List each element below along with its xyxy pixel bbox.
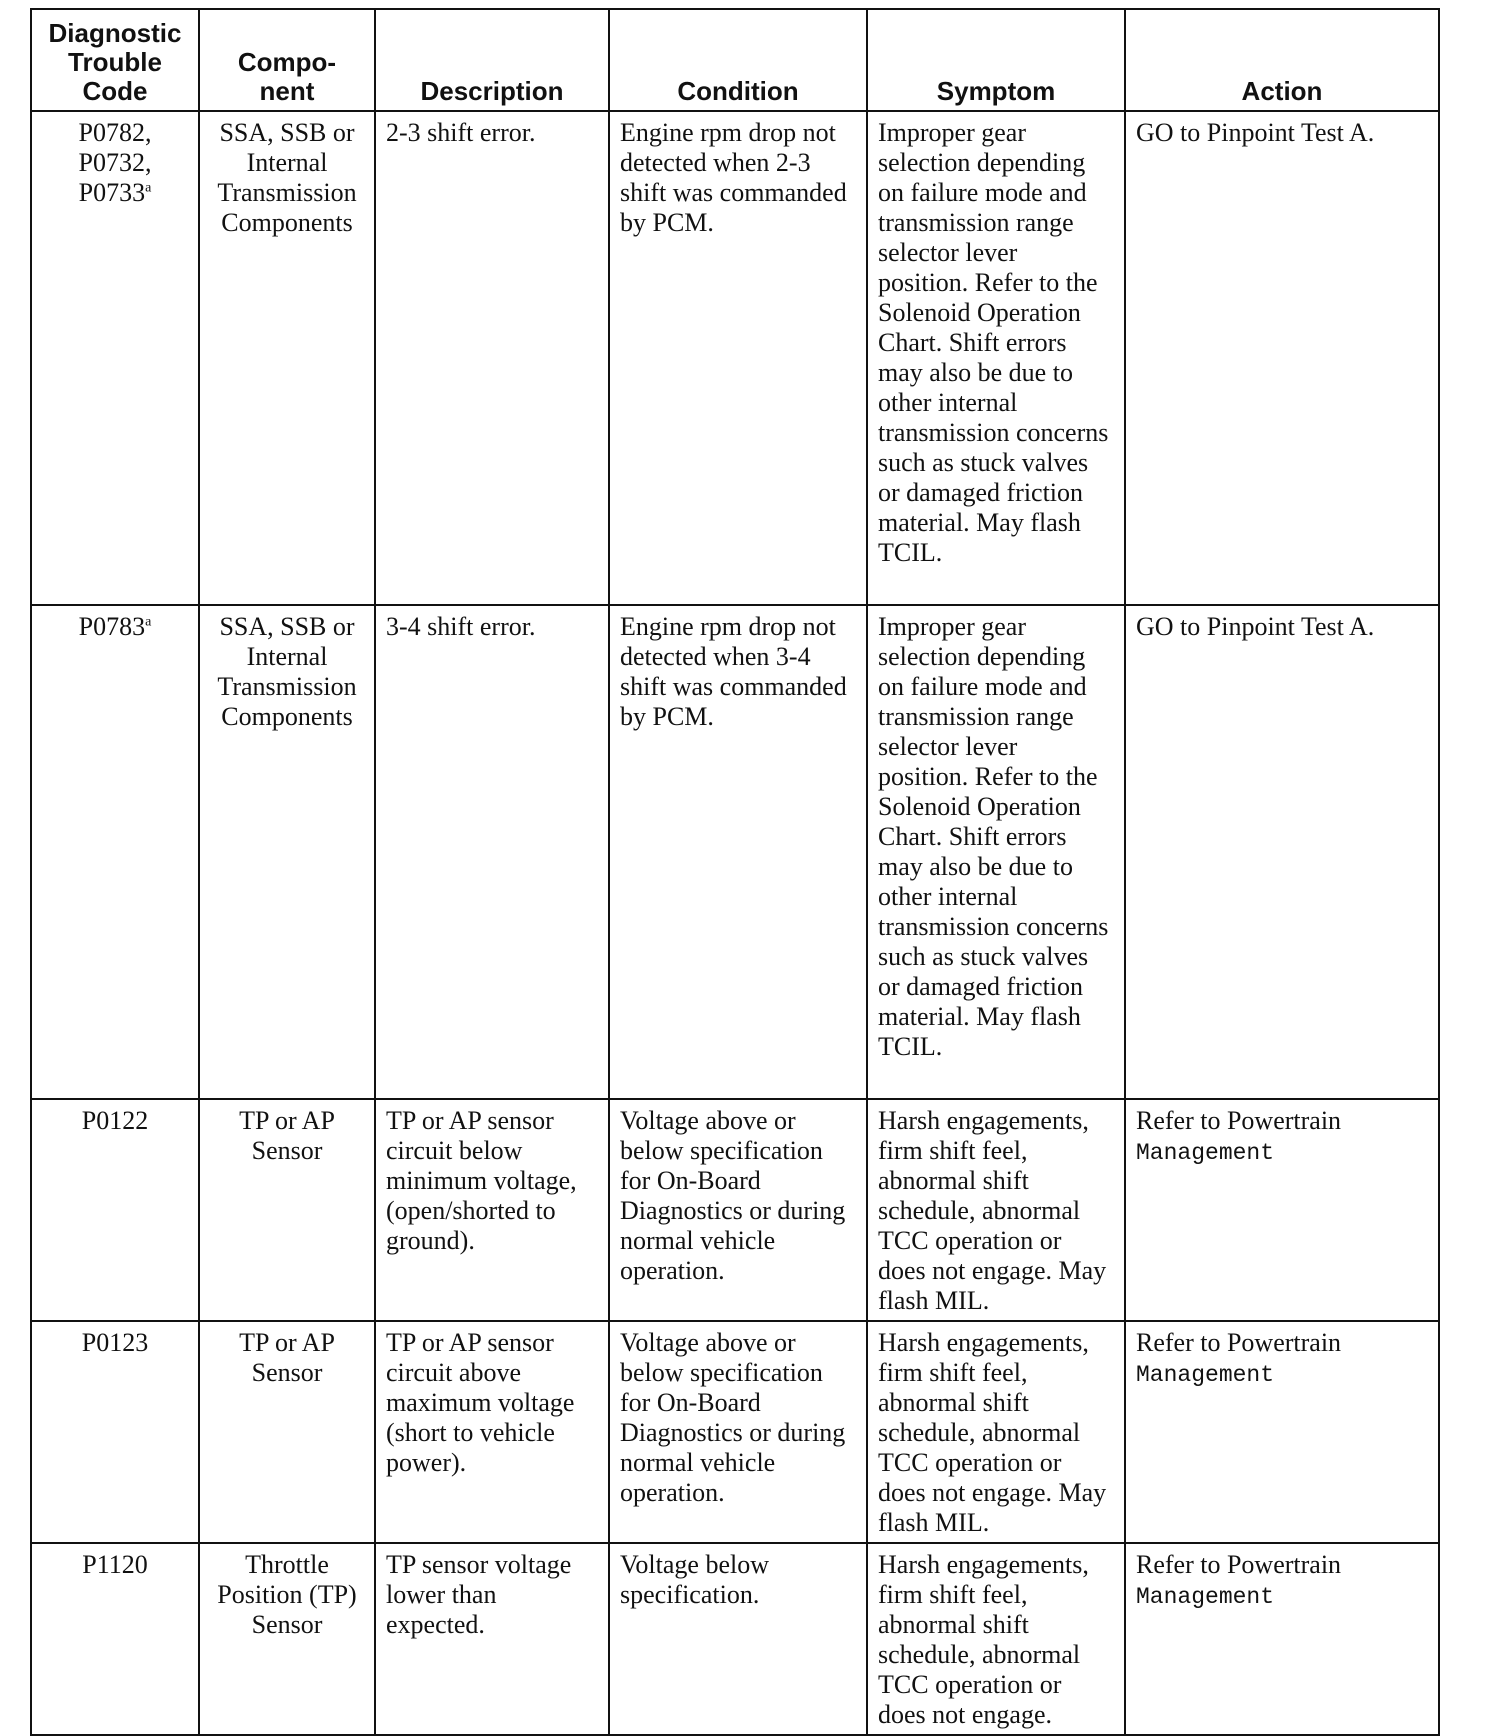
header-action: Action — [1125, 9, 1439, 111]
cell-code: P0782, P0732, P0733$^a$ — [31, 111, 199, 605]
table-row — [31, 1543, 1439, 1735]
cell-code: P0123 — [31, 1321, 199, 1543]
cell-condition: Engine rpm drop not detected when 3-4 shift was commanded by PCM. — [609, 605, 867, 1099]
header-code: Diagnostic Trouble Code — [31, 9, 199, 111]
cell-component: SSA, SSB or Internal Transmission Components — [199, 111, 375, 605]
table-row — [31, 1321, 1439, 1543]
table-row — [31, 605, 1439, 1099]
cell-symptom: Improper gear selection depending on failure mode and transmission range selector lever position. Refer to the Solenoid Operation Chart. Shift errors may also be due to other internal transmission concerns such as stuck valves or damaged friction material. May flash TCIL. — [867, 111, 1125, 605]
cell-component: SSA, SSB or Internal Transmission Components — [199, 605, 375, 1099]
cell-component: Throttle Position (TP) Sensor — [199, 1543, 375, 1735]
cell-component: TP or AP Sensor — [199, 1099, 375, 1321]
cell-symptom: Harsh engagements, firm shift feel, abnormal shift schedule, abnormal TCC operation or does not engage. May flash MIL. — [867, 1321, 1125, 1543]
cell-symptom: Improper gear selection depending on failure mode and transmission range selector lever position. Refer to the Solenoid Operation Chart. Shift errors may also be due to other internal transmission concerns such as stuck valves or damaged friction material. May flash TCIL. — [867, 605, 1125, 1099]
footnote-marker: a — [145, 180, 152, 196]
header-symptom: Symptom — [867, 9, 1125, 111]
header-component: Compo- nent — [199, 9, 375, 111]
cell-action: Refer to Powertrain Management — [1125, 1543, 1439, 1735]
cell-condition: Voltage below specification. — [609, 1543, 867, 1735]
dtc-table — [30, 8, 1440, 1736]
cell-description: 3-4 shift error. — [375, 605, 609, 1099]
table-row — [31, 111, 1439, 605]
cell-action: Refer to Powertrain Management — [1125, 1099, 1439, 1321]
cell-condition: Voltage above or below specification for On-Board Diagnostics or during normal vehicle operation. — [609, 1321, 867, 1543]
cell-action: Refer to Powertrain Management — [1125, 1321, 1439, 1543]
cell-action: GO to Pinpoint Test A. — [1125, 111, 1439, 605]
cell-code: P0122 — [31, 1099, 199, 1321]
cell-code: P1120 — [31, 1543, 199, 1735]
cell-condition: Voltage above or below specification for On-Board Diagnostics or during normal vehicle operation. — [609, 1099, 867, 1321]
cell-description: TP or AP sensor circuit below minimum voltage, (open/shorted to ground). — [375, 1099, 609, 1321]
table-row — [31, 1099, 1439, 1321]
header-row — [31, 9, 1439, 111]
cell-condition: Engine rpm drop not detected when 2-3 shift was commanded by PCM. — [609, 111, 867, 605]
cell-description: TP sensor voltage lower than expected. — [375, 1543, 609, 1735]
cell-symptom: Harsh engagements, firm shift feel, abnormal shift schedule, abnormal TCC operation or does not engage. May flash MIL. — [867, 1099, 1125, 1321]
cell-description: 2-3 shift error. — [375, 111, 609, 605]
cell-description: TP or AP sensor circuit above maximum voltage (short to vehicle power). — [375, 1321, 609, 1543]
header-condition: Condition — [609, 9, 867, 111]
cell-code: P0783$^a$ — [31, 605, 199, 1099]
cell-action: GO to Pinpoint Test A. — [1125, 605, 1439, 1099]
cell-component: TP or AP Sensor — [199, 1321, 375, 1543]
cell-symptom: Harsh engagements, firm shift feel, abnormal shift schedule, abnormal TCC operation or does not engage. — [867, 1543, 1125, 1735]
footnote-marker: a — [145, 614, 152, 630]
header-description: Description — [375, 9, 609, 111]
